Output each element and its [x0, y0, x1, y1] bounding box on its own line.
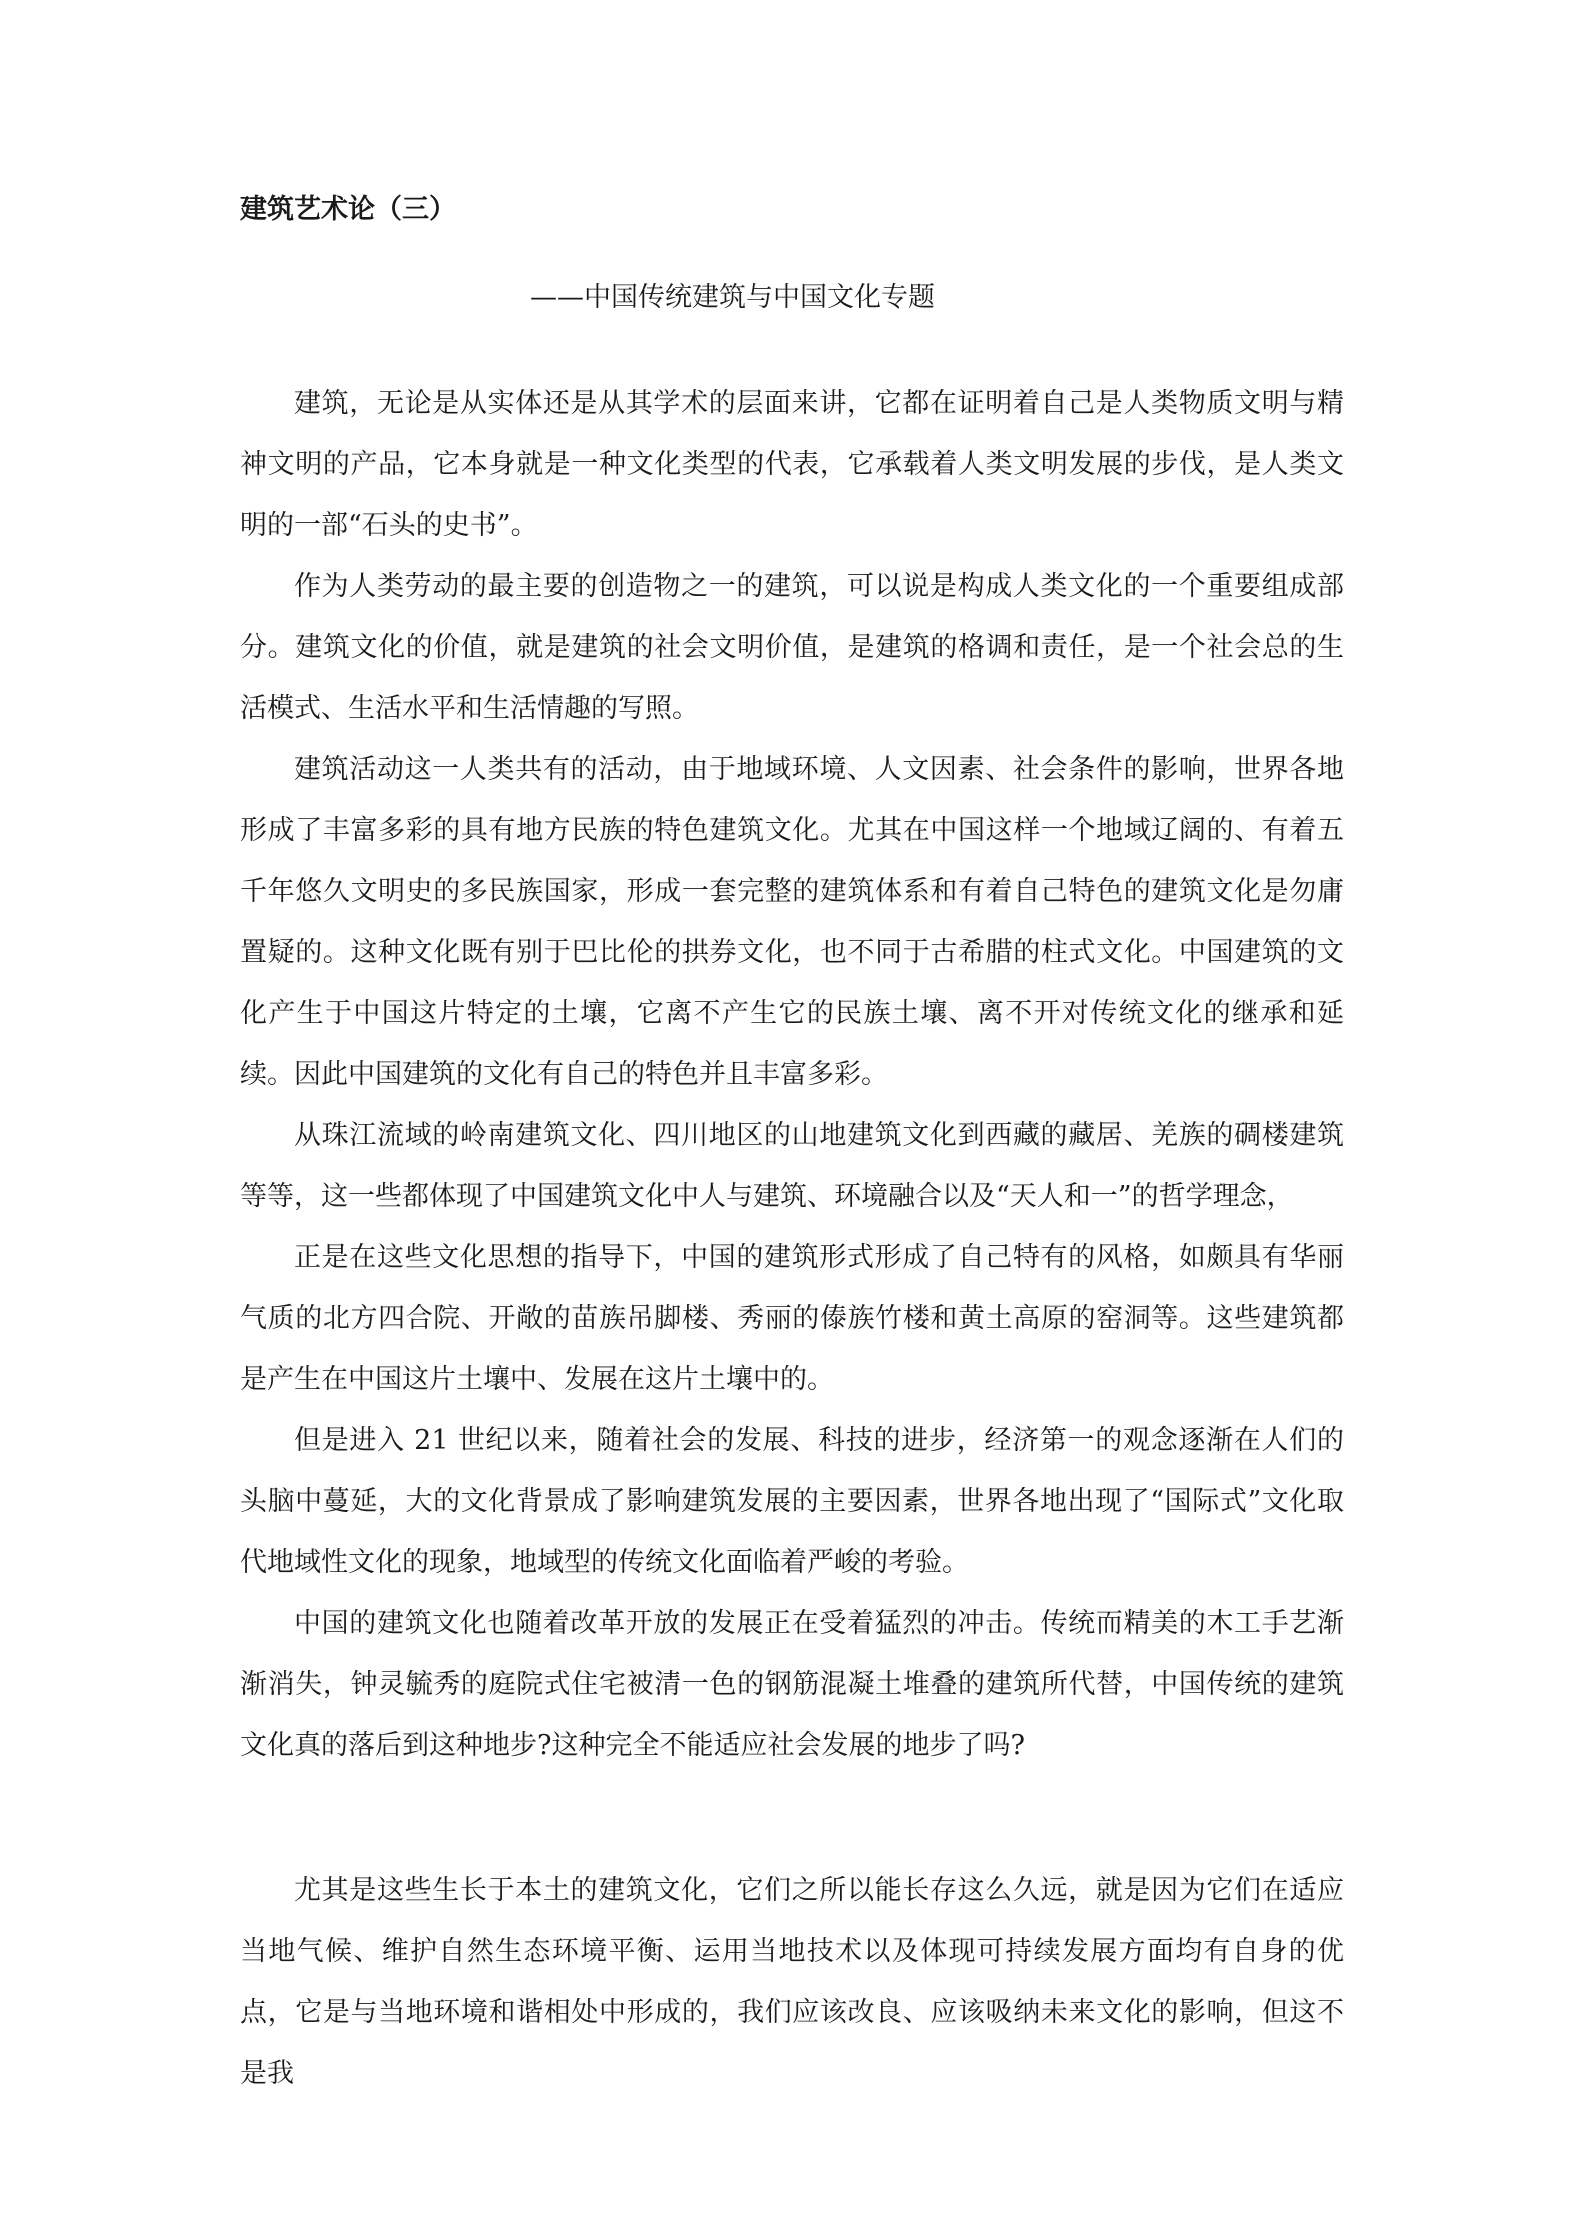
paragraph: 从珠江流域的岭南建筑文化、四川地区的山地建筑文化到西藏的藏居、羌族的碉楼建筑等等，这一些都体现了中国建筑文化中人与建筑、环境融合以及“天人和一”的哲学理念， [240, 1120, 1344, 1212]
paragraph: 中国的建筑文化也随着改革开放的发展正在受着猛烈的冲击。传统而精美的木工手艺渐渐消失，钟灵毓秀的庭院式住宅被清一色的钢筋混凝土堆叠的建筑所代替，中国传统的建筑文化真的落后到这种地步?这种完全不能适应社会发展的地步了吗? [240, 1608, 1344, 1761]
paragraph: 尤其是这些生长于本土的建筑文化，它们之所以能长存这么久远，就是因为它们在适应当地气候、维护自然生态环境平衡、运用当地技术以及体现可持续发展方面均有自身的优点，它是与当地环境和谐相处中形成的，我们应该改良、应该吸纳未来文化的影响，但这不是我 [240, 1875, 1344, 2089]
paragraph: 建筑，无论是从实体还是从其学术的层面来讲，它都在证明着自己是人类物质文明与精神文明的产品，它本身就是一种文化类型的代表，它承载着人类文明发展的步伐，是人类文明的一部“石头的史书”。 [240, 388, 1344, 541]
document-subtitle: ——中国传统建筑与中国文化专题 [530, 282, 935, 313]
paragraph: 但是进入 21 世纪以来，随着社会的发展、科技的进步，经济第一的观念逐渐在人们的头脑中蔓延，大的文化背景成了影响建筑发展的主要因素，世界各地出现了“国际式”文化取代地域性文化的现象，地域型的传统文化面临着严峻的考验。 [240, 1425, 1344, 1578]
paragraph: 因此中国建筑的文化有自己的特色并且丰富多彩。 [294, 1059, 888, 1090]
paragraph: 建筑活动这一人类共有的活动，由于地域环境、人文因素、社会条件的影响，世界各地形成了丰富多彩的具有地方民族的特色建筑文化。尤其在中国这样一个地域辽阔的、有着五千年悠久文明史的多民族国家，形成一套完整的建筑体系和有着自己特色的建筑文化是勿庸置疑的。这种文化既有别于巴比伦的拱券文化，也不同于古希腊的柱式文化。中国建筑的文化产生于中国这片特定的土壤，它离不产生它的民族土壤、离不开对传统文化的继承和延续。 [240, 754, 1344, 1090]
paragraph: 正是在这些文化思想的指导下，中国的建筑形式形成了自己特有的风格，如颇具有华丽气质的北方四合院、开敞的苗族吊脚楼、秀丽的傣族竹楼和黄土高原的窑洞等。这些建筑都是产生在中国这片土壤中、发展在这片土壤中的。 [240, 1242, 1344, 1395]
document-title: 建筑艺术论（三） [240, 194, 456, 225]
paragraph: 作为人类劳动的最主要的创造物之一的建筑，可以说是构成人类文化的一个重要组成部分。建筑文化的价值，就是建筑的社会文明价值，是建筑的格调和责任，是一个社会总的生活模式、生活水平和生活情趣的写照。 [240, 571, 1344, 724]
